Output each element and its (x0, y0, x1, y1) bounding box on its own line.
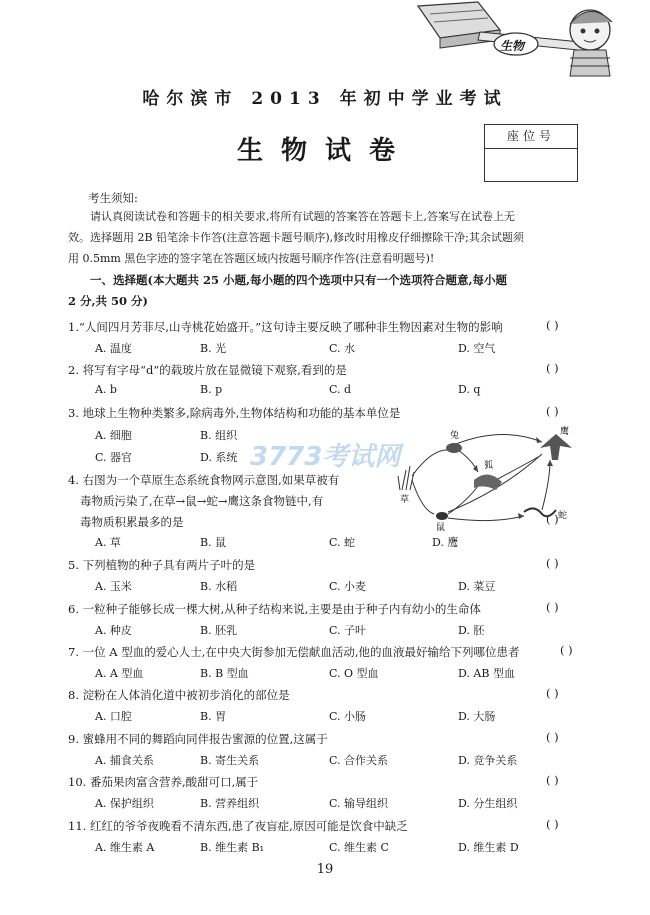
option: A. 口腔 (95, 710, 132, 723)
question-1 (68, 318, 588, 336)
option: C. 合作关系 (329, 754, 389, 767)
answer-paren: ( ) (546, 556, 559, 570)
question-10 (68, 773, 588, 791)
arrow-fox-eagle (496, 456, 540, 480)
arrow-snake-eagle (542, 460, 550, 510)
subject-badge: 生物 (500, 39, 525, 53)
watermark: 3773考试网 (250, 442, 401, 472)
option: C. 子叶 (329, 624, 367, 637)
option: A. 种皮 (95, 624, 132, 637)
option: A. 玉米 (95, 580, 132, 593)
question-text: 11. 红红的爷爷夜晚看不清东西,患了夜盲症,原因可能是饮食中缺乏 (68, 819, 408, 833)
option: B. 寄生关系 (200, 754, 260, 767)
section-heading: 一、选择题(本大题共 25 小题,每小题的四个选项中只有一个选项符合题意,每小题 (90, 273, 507, 287)
answer-paren: ( ) (546, 361, 559, 375)
option: C. 小肠 (329, 710, 367, 723)
question-text: 1.“人间四月芳菲尽,山寺桃花始盛开。”这句诗主要反映了哪种非生物因素对生物的影响 (68, 320, 503, 334)
option: D. 空气 (458, 342, 496, 355)
option: A. 草 (95, 536, 121, 549)
rabbit-icon (446, 443, 462, 453)
page-number: 19 (316, 862, 334, 877)
question-text: 3. 地球上生物种类繁多,除病毒外,生物体结构和功能的基本单位是 (68, 406, 401, 420)
notice-line: 用 0.5mm 黑色字迹的签字笔在答题区域内按题号顺序作答(注意看明题号)! (68, 252, 435, 265)
seat-number-label: 座位号 (485, 125, 577, 149)
question-9 (68, 730, 588, 748)
question-text: 毒物质积累最多的是 (80, 515, 184, 529)
option: B. 营养组织 (200, 797, 260, 810)
answer-paren: ( ) (546, 686, 559, 700)
option: B. 胚乳 (200, 624, 238, 637)
question-11 (68, 817, 588, 835)
option: B. 维生素 B₁ (200, 841, 265, 854)
option: C. O 型血 (329, 667, 379, 680)
question-2 (68, 361, 588, 379)
notice-line: 效。选择题用 2B 铅笔涂卡作答(注意答题卡题号顺序),修改时用橡皮仔细擦除干净;其余试题须 (68, 231, 524, 244)
option: D. 分生组织 (458, 797, 518, 810)
eagle-icon (540, 434, 572, 460)
question-6 (68, 600, 588, 618)
option: B. B 型血 (200, 667, 249, 680)
cartoon-boy-icon (570, 10, 612, 76)
option: C. 输导组织 (329, 797, 389, 810)
mouse-icon (436, 512, 448, 520)
option: C. 维生素 C (329, 841, 389, 854)
option: B. 胃 (200, 710, 227, 723)
food-web-diagram (392, 420, 584, 532)
snake-icon (524, 508, 556, 516)
option: A. b (95, 383, 117, 396)
option: C. d (329, 383, 352, 396)
option: B. p (200, 383, 223, 396)
option: B. 光 (200, 342, 227, 355)
section-heading: 2 分,共 50 分) (68, 294, 148, 308)
option: A. 细胞 (95, 429, 132, 442)
option: D. 胚 (458, 624, 485, 637)
option: A. 捕食关系 (95, 754, 154, 767)
food-web-label: 狐 (484, 461, 494, 471)
food-web-label: 鹰 (560, 427, 570, 437)
arrow-grass-rabbit (412, 450, 450, 476)
answer-paren: ( ) (546, 512, 559, 526)
arrow-mouse-snake (448, 516, 524, 521)
question-text: 10. 番茄果肉富含营养,酸甜可口,属于 (68, 775, 259, 789)
option: B. 组织 (200, 429, 238, 442)
question-8 (68, 686, 588, 704)
option: B. 鼠 (200, 536, 227, 549)
question-7 (68, 643, 588, 661)
answer-paren: ( ) (546, 404, 559, 418)
question-text: 6. 一粒种子能够长成一棵大树,从种子结构来说,主要是由于种子内有幼小的生命体 (68, 602, 481, 616)
food-web-label: 草 (400, 495, 410, 505)
answer-paren: ( ) (546, 318, 559, 332)
question-text: 2. 将写有字母“d”的载玻片放在显微镜下观察,看到的是 (68, 363, 347, 377)
food-web-label: 蛇 (558, 511, 568, 521)
answer-paren: ( ) (546, 773, 559, 787)
option: D. 竞争关系 (458, 754, 518, 767)
question-text: 5. 下列植物的种子具有两片子叶的是 (68, 558, 256, 572)
exam-title: 哈尔滨市 2013 年初中学业考试 (142, 89, 508, 109)
option: A. 保护组织 (95, 797, 154, 810)
question-5 (68, 556, 588, 574)
answer-paren: ( ) (546, 817, 559, 831)
option: D. q (458, 383, 481, 396)
grass-icon (398, 466, 414, 490)
question-text: 7. 一位 A 型血的爱心人士,在中央大街参加无偿献血活动,他的血液最好输给下列哪位患者 (68, 645, 520, 659)
fox-icon (474, 474, 502, 490)
question-text: 8. 淀粉在人体消化道中被初步消化的部位是 (68, 688, 290, 702)
option: B. 水稻 (200, 580, 238, 593)
option: D. 系统 (200, 451, 238, 464)
food-web-label: 兔 (450, 431, 460, 441)
food-web-label: 鼠 (436, 523, 446, 532)
option: D. 菜豆 (458, 580, 496, 593)
option: C. 小麦 (329, 580, 367, 593)
answer-paren: ( ) (546, 730, 559, 744)
option: D. 鹰 (432, 536, 459, 549)
option: C. 蛇 (329, 536, 356, 549)
question-text: 9. 蜜蜂用不同的舞蹈向同伴报告蜜源的位置,这属于 (68, 732, 328, 746)
arrow-grass-mouse (412, 480, 434, 514)
answer-paren: ( ) (560, 643, 573, 657)
option: A. 温度 (95, 342, 132, 355)
seat-number-box (484, 124, 578, 182)
option: A. A 型血 (95, 667, 144, 680)
arrow-rabbit-eagle (456, 434, 542, 444)
paper-title: 生物试卷 (236, 136, 413, 166)
option: C. 水 (329, 342, 356, 355)
question-text: 毒物质污染了,在草→鼠→蛇→鹰这条食物链中,有 (80, 494, 324, 508)
answer-paren: ( ) (546, 600, 559, 614)
notice-line: 请认真阅读试卷和答题卡的相关要求,将所有试题的答案答在答题卡上,答案写在试卷上无 (90, 210, 515, 223)
option: D. 大肠 (458, 710, 496, 723)
question-text: 4. 右图为一个草原生态系统食物网示意图,如果草被有 (68, 473, 340, 487)
option: D. 维生素 D (458, 841, 519, 854)
option: C. 器官 (95, 451, 133, 464)
notice-heading: 考生须知: (88, 191, 138, 205)
option: A. 维生素 A (95, 841, 155, 854)
option: D. AB 型血 (458, 667, 515, 680)
header-banner (0, 0, 650, 80)
